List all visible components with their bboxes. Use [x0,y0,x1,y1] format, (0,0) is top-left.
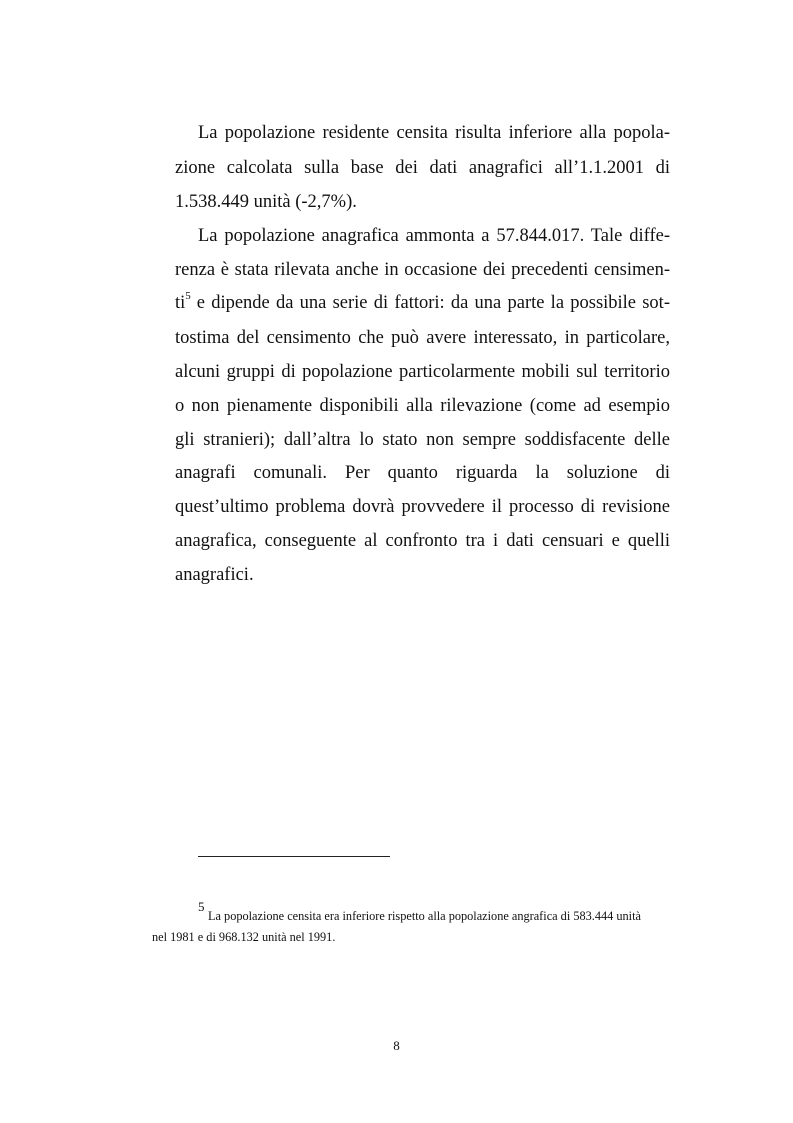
footnote-separator [198,856,390,857]
body-text-line: quest’ultimo problema dovrà provvedere il processo di revisione [175,497,670,517]
body-text-line: 1.538.449 unità (-2,7%). [175,192,357,212]
body-text-line: gli stranieri); dall’altra lo stato non sempre soddisfacente delle [175,430,670,450]
body-text-line: alcuni gruppi di popolazione particolarmente mobili sul territorio [175,362,670,382]
footnote-text-line: La popolazione censita era inferiore rispetto alla popolazione angrafica di 583.444 unità [208,909,641,923]
footnote-reference: 5 [185,290,191,302]
body-text-line: anagrafica, conseguente al confronto tra i dati censuari e quelli [175,531,670,551]
body-text-line: anagrafici. [175,565,254,585]
body-text-line: La popolazione residente censita risulta inferiore alla popola- [198,123,670,143]
page-number: 8 [393,1038,400,1053]
body-text-line: anagrafi comunali. Per quanto riguarda la soluzione di [175,463,670,483]
body-text-line: La popolazione anagrafica ammonta a 57.844.017. Tale diffe- [198,226,670,246]
footnote-text-line: nel 1981 e di 968.132 unità nel 1991. [152,930,336,944]
body-text-line: renza è stata rilevata anche in occasione dei precedenti censimen- [175,260,670,280]
footnote-marker: 5 [198,899,205,914]
text-fragment: e dipende da una serie di fattori: da una parte la possibile sot- [196,293,670,313]
body-text-line: o non pienamente disponibili alla rilevazione (come ad esempio [175,396,670,416]
text-fragment: ti [175,293,186,313]
body-text-line: tostima del censimento che può avere interessato, in particolare, [175,328,670,348]
body-text-line-with-note [175,292,670,314]
body-text-line: zione calcolata sulla base dei dati anagrafici all’1.1.2001 di [175,158,670,178]
